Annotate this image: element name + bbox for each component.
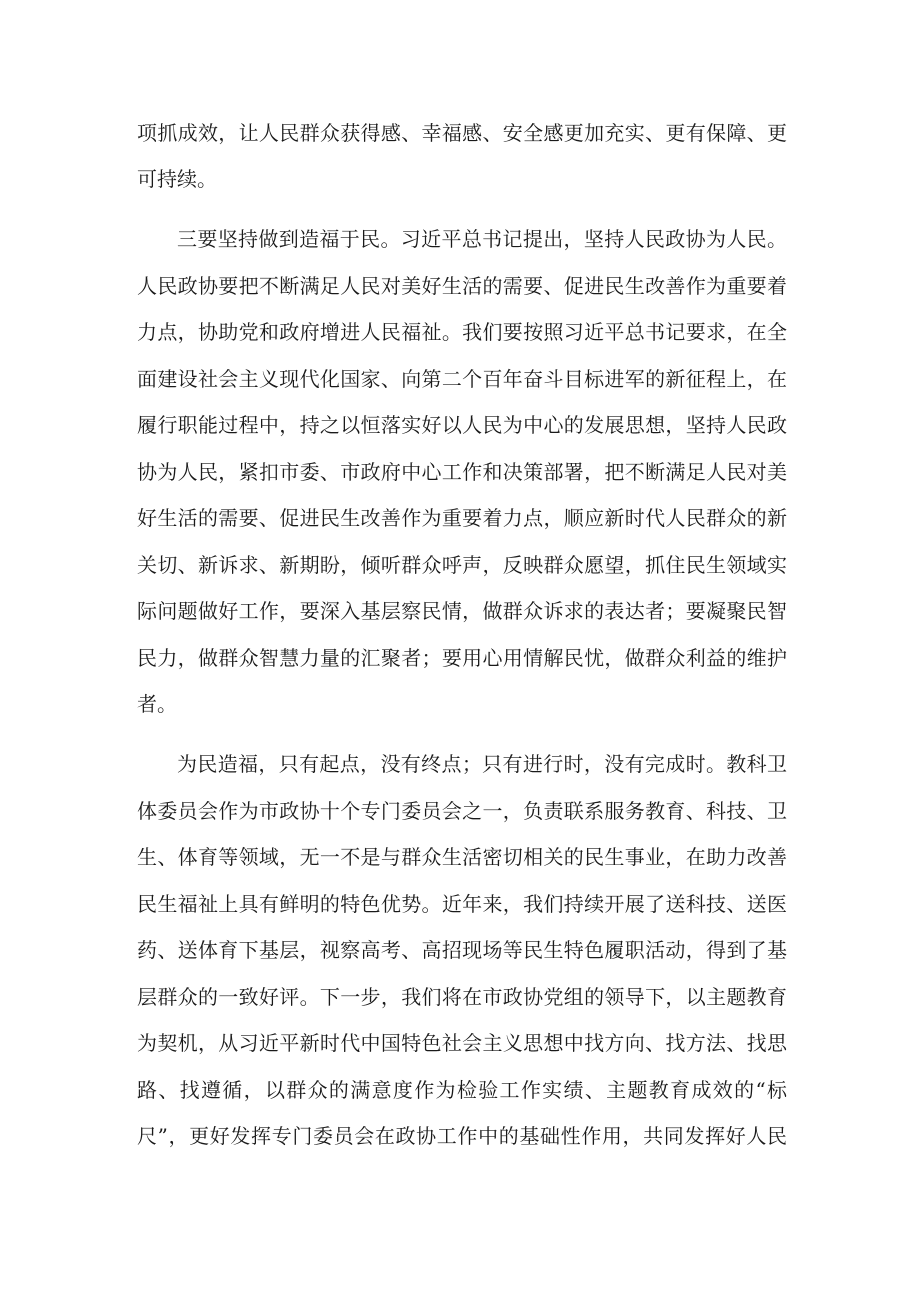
paragraph-3-line-6: 层群众的一致好评。下一步，我们将在市政协党组的领导下，以主题教育 bbox=[137, 985, 787, 1009]
paragraph-3-line-5: 药、送体育下基层，视察高考、高招现场等民生特色履职活动，得到了基 bbox=[137, 938, 787, 962]
paragraph-3-line-7: 为契机，从习近平新时代中国特色社会主义思想中找方向、找方法、找思 bbox=[137, 1031, 787, 1055]
paragraph-3-line-8: 路、找遵循，以群众的满意度作为检验工作实绩、主题教育成效的“标 bbox=[137, 1078, 787, 1102]
paragraph-2-line-2: 人民政协要把不断满足人民对美好生活的需要、促进民生改善作为重要着 bbox=[137, 274, 787, 298]
paragraph-3-line-9: 尺”，更好发挥专门委员会在政协工作中的基础性作用，共同发挥好人民 bbox=[137, 1124, 787, 1148]
paragraph-2-line-10: 民力，做群众智慧力量的汇聚者；要用心用情解民忧，做群众利益的维护 bbox=[137, 646, 787, 670]
paragraph-2-line-3: 力点，协助党和政府增进人民福祉。我们要按照习近平总书记要求，在全 bbox=[137, 320, 787, 344]
paragraph-2-line-5: 履行职能过程中，持之以恒落实好以人民为中心的发展思想，坚持人民政 bbox=[137, 413, 787, 437]
paragraph-3-line-3: 生、体育等领域，无一不是与群众生活密切相关的民生事业，在助力改善 bbox=[137, 845, 787, 869]
paragraph-2-line-1: 三要坚持做到造福于民。习近平总书记提出，坚持人民政协为人民。 bbox=[177, 227, 787, 251]
paragraph-2-line-11: 者。 bbox=[137, 692, 177, 716]
paragraph-2-line-8: 关切、新诉求、新期盼，倾听群众呼声，反映群众愿望，抓住民生领域实 bbox=[137, 553, 787, 577]
paragraph-1-line-1: 项抓成效，让人民群众获得感、幸福感、安全感更加充实、更有保障、更 bbox=[137, 121, 787, 145]
paragraph-3-line-2: 体委员会作为市政协十个专门委员会之一，负责联系服务教育、科技、卫 bbox=[137, 799, 787, 823]
paragraph-1-line-2: 可持续。 bbox=[137, 167, 217, 191]
paragraph-3-line-1: 为民造福，只有起点，没有终点；只有进行时，没有完成时。教科卫 bbox=[177, 752, 787, 776]
paragraph-2-line-7: 好生活的需要、促进民生改善作为重要着力点，顺应新时代人民群众的新 bbox=[137, 506, 787, 530]
paragraph-2-line-9: 际问题做好工作，要深入基层察民情，做群众诉求的表达者；要凝聚民智 bbox=[137, 599, 787, 623]
paragraph-2-line-6: 协为人民，紧扣市委、市政府中心工作和决策部署，把不断满足人民对美 bbox=[137, 460, 787, 484]
paragraph-2-line-4: 面建设社会主义现代化国家、向第二个百年奋斗目标进军的新征程上，在 bbox=[137, 367, 787, 391]
paragraph-3-line-4: 民生福祉上具有鲜明的特色优势。近年来，我们持续开展了送科技、送医 bbox=[137, 892, 787, 916]
